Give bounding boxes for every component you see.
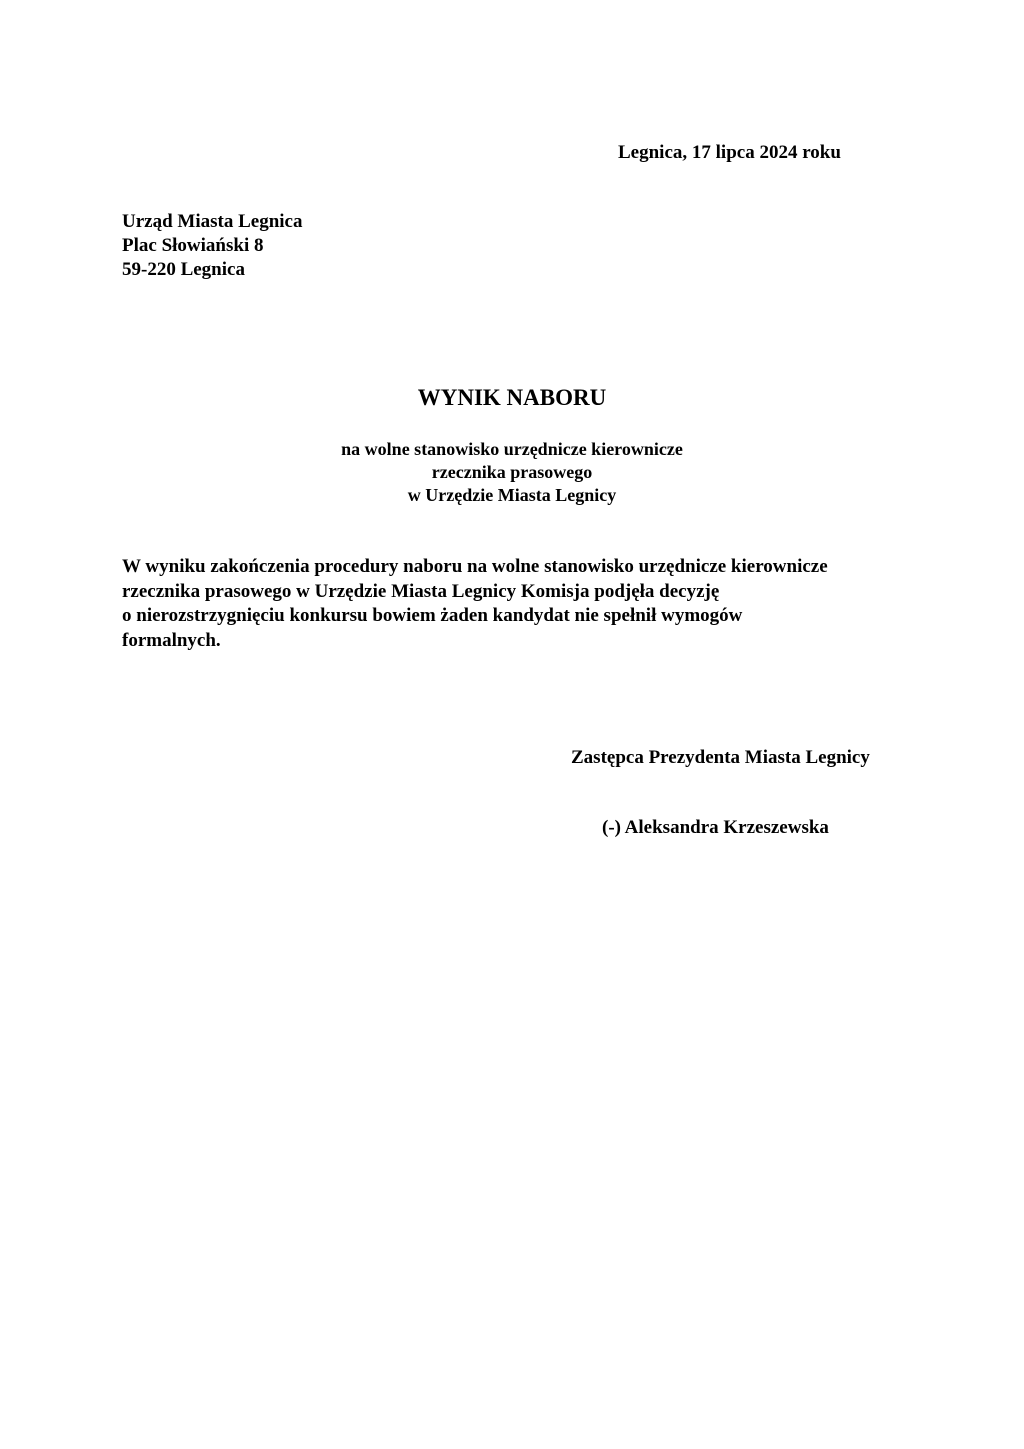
address-line-city: 59-220 Legnica bbox=[122, 259, 245, 280]
address-line-institution: Urząd Miasta Legnica bbox=[122, 211, 303, 232]
signatory-name: (-) Aleksandra Krzeszewska bbox=[602, 817, 829, 838]
document-subtitle bbox=[0, 438, 1024, 507]
body-line: W wyniku zakończenia procedury naboru na wolne stanowisko urzędnicze kierownicze bbox=[122, 556, 828, 577]
signatory-role: Zastępca Prezydenta Miasta Legnicy bbox=[571, 747, 870, 768]
subtitle-line: na wolne stanowisko urzędnicze kierownicze bbox=[341, 439, 683, 459]
body-line: formalnych. bbox=[122, 629, 221, 651]
document-date: Legnica, 17 lipca 2024 roku bbox=[618, 142, 841, 163]
subtitle-line: w Urzędzie Miasta Legnicy bbox=[407, 485, 617, 505]
sender-address bbox=[122, 210, 302, 282]
body-line: rzecznika prasowego w Urzędzie Miasta Legnicy Komisja podjęła decyzję bbox=[122, 580, 720, 602]
subtitle-line: rzecznika prasowego bbox=[431, 462, 593, 482]
body-line: o nierozstrzygnięciu konkursu bowiem żaden kandydat nie spełnił wymogów bbox=[122, 605, 743, 626]
address-line-street: Plac Słowiański 8 bbox=[122, 235, 264, 256]
document-title: WYNIK NABORU bbox=[417, 385, 607, 410]
body-paragraph bbox=[122, 555, 912, 653]
